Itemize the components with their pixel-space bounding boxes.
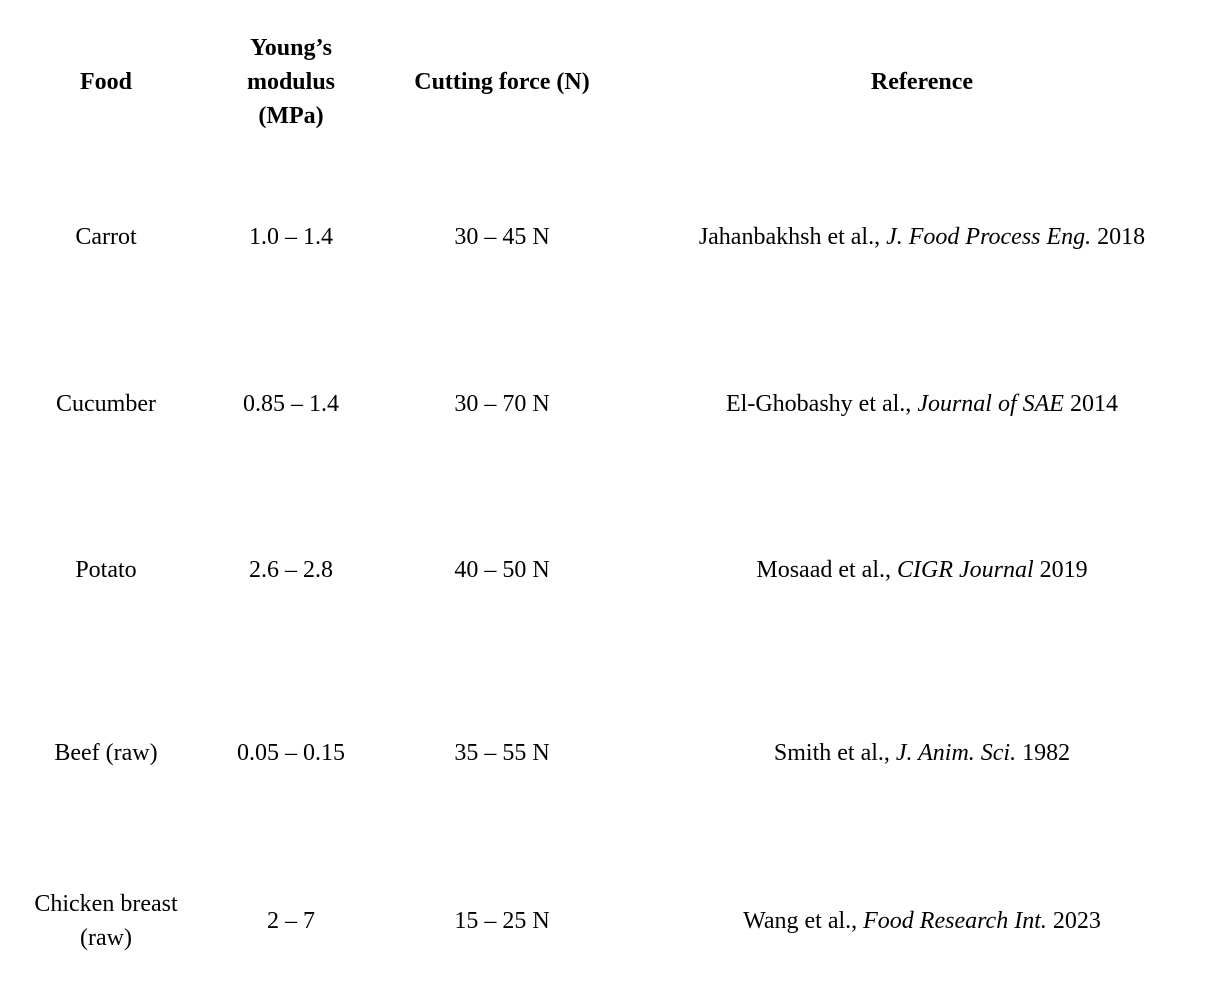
cell-youngs-modulus: 0.05 – 0.15 — [237, 740, 345, 766]
food-name: Chicken breast — [34, 891, 178, 917]
reference-authors: Wang et al., — [743, 908, 864, 934]
cell-youngs-modulus: 0.85 – 1.4 — [243, 391, 339, 417]
cell-cutting-force: 35 – 55 N — [454, 740, 550, 766]
cell-reference — [626, 387, 1218, 421]
cell-cutting-force: 30 – 45 N — [454, 224, 550, 250]
reference-journal: Food Research Int. — [863, 908, 1047, 934]
cell-reference — [626, 553, 1218, 587]
table-row — [8, 153, 1218, 321]
reference-journal: Journal of SAE — [917, 391, 1064, 417]
reference-authors: Mosaad et al., — [756, 557, 897, 583]
food-name: Beef (raw) — [54, 740, 158, 766]
header-food: Food — [79, 69, 132, 95]
reference-journal: J. Anim. Sci. — [895, 740, 1017, 766]
cell-food — [8, 736, 204, 770]
cell-youngs-modulus: 1.0 – 1.4 — [249, 224, 333, 250]
cell-food — [8, 553, 204, 587]
reference-journal: CIGR Journal — [896, 557, 1034, 583]
food-name-qualifier: (raw) — [80, 925, 132, 951]
cell-food — [8, 220, 204, 254]
reference-authors: El-Ghobashy et al., — [726, 391, 918, 417]
food-name: Cucumber — [56, 391, 156, 417]
food-name: Potato — [75, 557, 137, 583]
header-cutting-force: Cutting force (N) — [414, 69, 590, 95]
header-youngs-modulus-line: Young’s — [250, 35, 332, 61]
cell-reference — [626, 736, 1218, 770]
reference-journal: J. Food Process Eng. — [886, 224, 1092, 250]
header-reference: Reference — [870, 69, 974, 95]
cell-reference — [626, 904, 1218, 938]
table-row — [8, 487, 1218, 653]
reference-year: 2018 — [1091, 224, 1146, 250]
header-youngs-modulus-line: modulus — [246, 69, 336, 95]
cell-reference — [626, 220, 1218, 254]
reference-year: 2014 — [1063, 391, 1118, 417]
reference-authors: Smith et al., — [773, 740, 896, 766]
cell-cutting-force: 40 – 50 N — [454, 557, 550, 583]
table-row — [8, 653, 1218, 853]
cell-youngs-modulus: 2.6 – 2.8 — [249, 557, 333, 583]
cell-cutting-force: 30 – 70 N — [454, 391, 550, 417]
cell-food — [8, 387, 204, 421]
reference-year: 1982 — [1016, 740, 1071, 766]
reference-authors: Jahanbakhsh et al., — [698, 224, 887, 250]
header-youngs-modulus-line: (MPa) — [258, 103, 324, 129]
cell-youngs-modulus: 2 – 7 — [267, 908, 315, 934]
table-header-row — [8, 30, 1218, 134]
cell-cutting-force: 15 – 25 N — [454, 908, 550, 934]
header-youngs-modulus — [204, 31, 378, 133]
table-row — [8, 321, 1218, 487]
reference-year: 2019 — [1033, 557, 1088, 583]
food-properties-table — [8, 30, 1218, 989]
cell-food — [8, 887, 204, 955]
food-name: Carrot — [75, 224, 137, 250]
reference-year: 2023 — [1046, 908, 1101, 934]
table-row — [8, 853, 1218, 989]
